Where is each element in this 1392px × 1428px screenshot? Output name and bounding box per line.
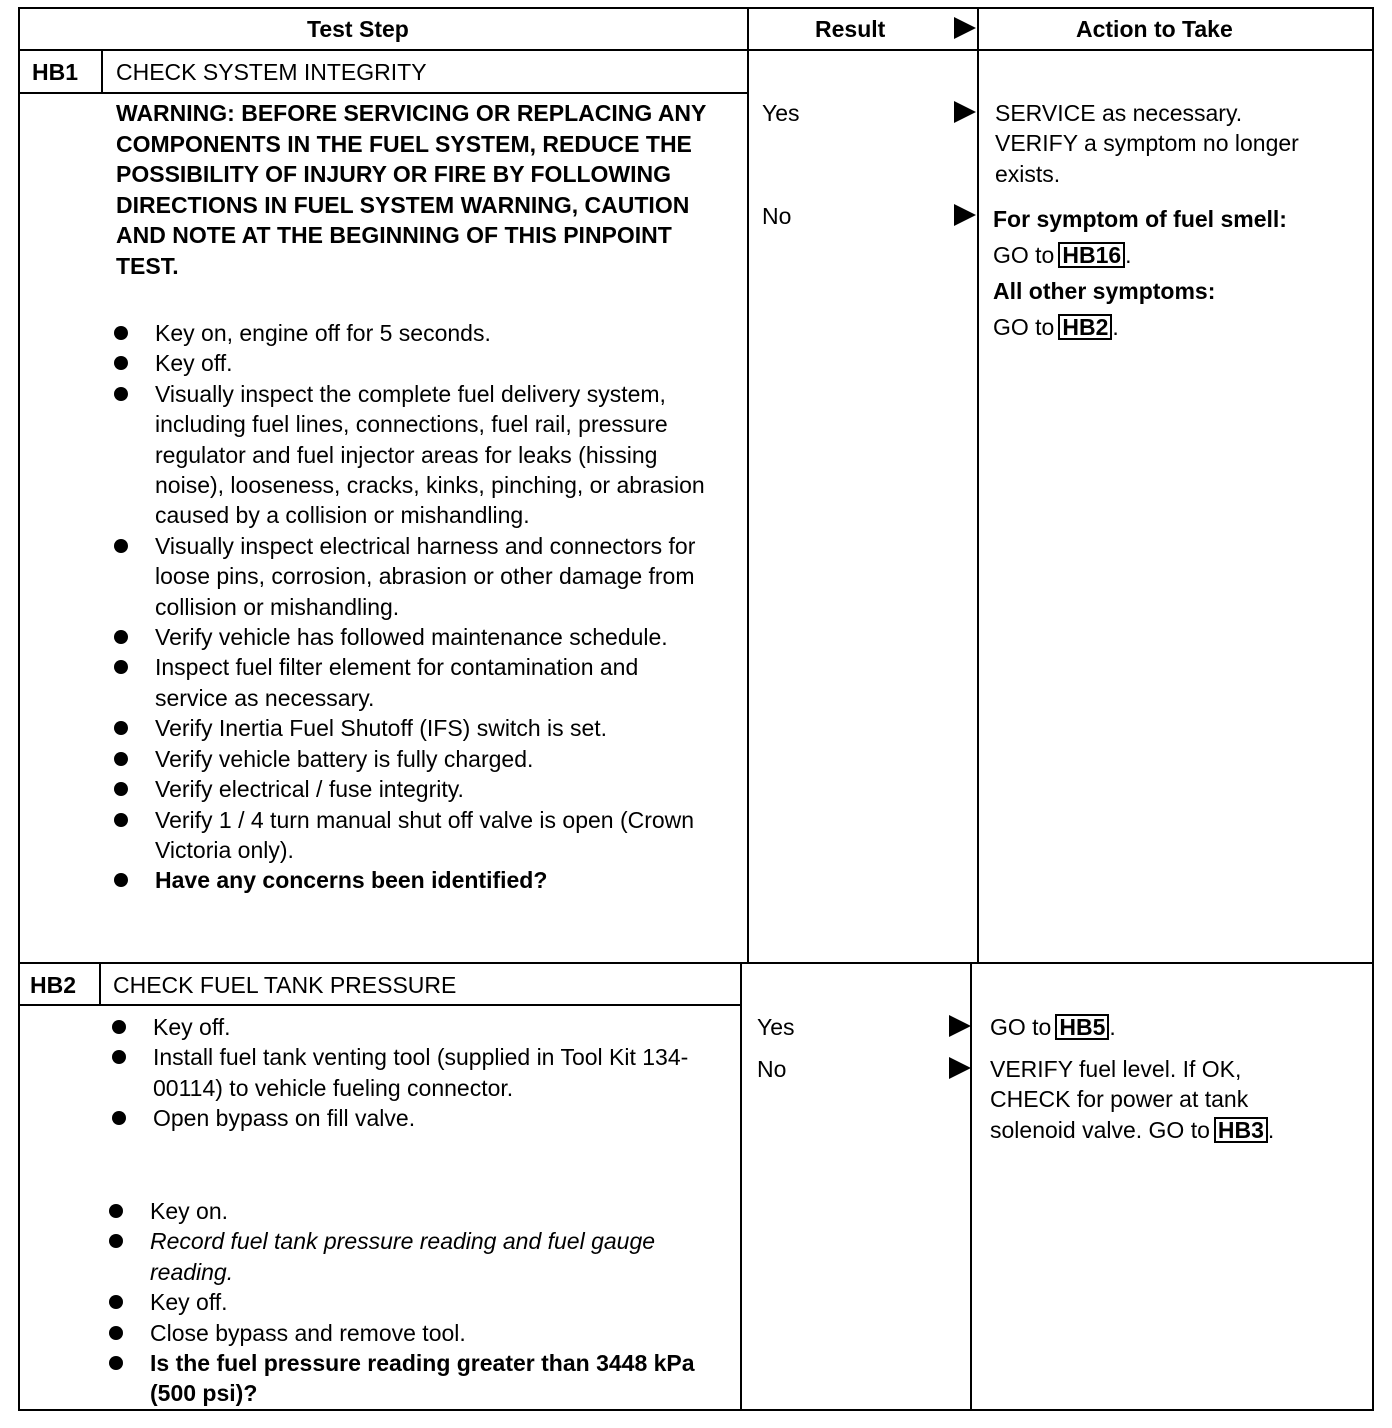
row-divider (18, 962, 1374, 964)
list-item: Verify vehicle battery is fully charged. (114, 744, 714, 774)
list-item: Key on. (109, 1196, 709, 1226)
hb1-title-divider (18, 92, 748, 94)
header-result: Result (815, 16, 886, 42)
result-no-hb1: No (762, 203, 792, 229)
list-item: Key off. (109, 1287, 709, 1317)
result-yes-hb1: Yes (762, 100, 800, 126)
action-no-hb2: VERIFY fuel level. If OK, CHECK for power at tank solenoid valve. GO to HB3 . (990, 1056, 1275, 1143)
divider-col-action-1 (977, 7, 979, 963)
list-item: Key off. (112, 1012, 712, 1042)
step-id-hb2: HB2 (30, 972, 77, 998)
result-yes-hb2: Yes (757, 1014, 795, 1040)
divider-col-id-2 (99, 963, 101, 1006)
list-item: Key off. (114, 348, 714, 378)
result-arrow-icon (954, 204, 976, 226)
hb2-bullets-a (112, 1012, 712, 1134)
hb2-bullets-b (109, 1196, 709, 1409)
list-item: Key on, engine off for 5 seconds. (114, 318, 714, 348)
list-item: Inspect fuel filter element for contamination and service as necessary. (114, 652, 714, 713)
action-yes-hb1: SERVICE as necessary. VERIFY a symptom no longer exists. (995, 100, 1299, 187)
list-item: Verify vehicle has followed maintenance schedule. (114, 622, 714, 652)
list-item: Visually inspect electrical harness and connectors for loose pins, corrosion, abrasion or other damage from collision or mishandling. (114, 531, 714, 622)
hb1-bullets (114, 318, 714, 896)
action-no-hb1: For symptom of fuel smell: GO to HB16 . All other symptoms: GO to HB2 . (993, 206, 1287, 340)
ref-link-hb3[interactable]: HB3 (1214, 1117, 1268, 1143)
ref-link-hb5[interactable]: HB5 (1055, 1014, 1109, 1040)
action-yes-hb2: GO to HB5 . (990, 1014, 1116, 1040)
warning-text: WARNING: BEFORE SERVICING OR REPLACING ANY COMPONENTS IN THE FUEL SYSTEM, REDUCE THE POSSIBILITY OF INJURY OR FIRE BY FOLLOWING DIRECTIONS IN FUEL SYSTEM WARNING, CAUTION AND NOTE AT THE BEGINNING OF THIS PINPOINT TEST. (116, 100, 706, 279)
result-arrow-icon (954, 101, 976, 123)
header-arrow-icon (954, 17, 976, 39)
list-item: Have any concerns been identified? (114, 865, 714, 895)
header-action: Action to Take (1076, 16, 1233, 42)
list-item: Verify Inertia Fuel Shutoff (IFS) switch is set. (114, 713, 714, 743)
hb2-title-divider (18, 1004, 742, 1006)
step-title-hb1: CHECK SYSTEM INTEGRITY (116, 59, 427, 85)
list-item: Verify 1 / 4 turn manual shut off valve is open (Crown Victoria only). (114, 805, 714, 866)
divider-col-result-2 (740, 963, 742, 1411)
result-no-hb2: No (757, 1056, 787, 1082)
result-arrow-icon (949, 1057, 971, 1079)
list-item: Install fuel tank venting tool (supplied in Tool Kit 134-00114) to vehicle fueling connector. (112, 1042, 712, 1103)
list-item: Visually inspect the complete fuel delivery system, including fuel lines, connections, fuel rail, pressure regulator and fuel injector areas for leaks (hissing noise), looseness, cracks, kinks, pinching, or abrasion caused by a collision or mishandling. (114, 379, 714, 531)
list-item: Record fuel tank pressure reading and fuel gauge reading. (109, 1226, 709, 1287)
list-item: Open bypass on fill valve. (112, 1103, 712, 1133)
step-id-hb1: HB1 (32, 59, 79, 85)
list-item: Is the fuel pressure reading greater than 3448 kPa (500 psi)? (109, 1348, 709, 1409)
header-test-step: Test Step (307, 16, 409, 42)
header-divider (18, 49, 1374, 51)
divider-col-id (101, 51, 103, 94)
ref-link-hb16[interactable]: HB16 (1058, 242, 1125, 268)
ref-link-hb2[interactable]: HB2 (1058, 314, 1112, 340)
step-title-hb2: CHECK FUEL TANK PRESSURE (113, 972, 457, 998)
list-item: Close bypass and remove tool. (109, 1318, 709, 1348)
list-item: Verify electrical / fuse integrity. (114, 774, 714, 804)
divider-col-result-1 (747, 7, 749, 963)
result-arrow-icon (949, 1015, 971, 1037)
